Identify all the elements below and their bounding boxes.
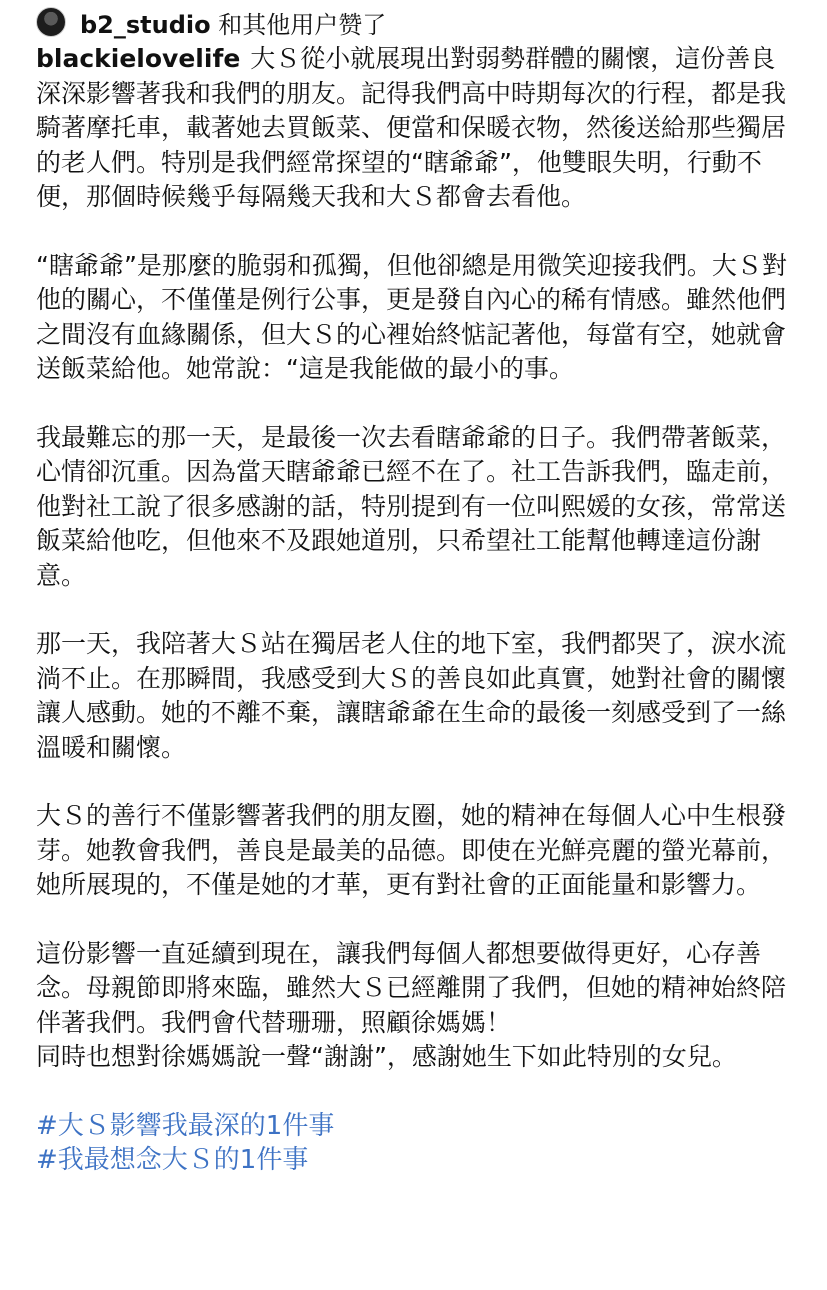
avatar[interactable] xyxy=(36,7,66,37)
likes-text xyxy=(80,5,386,40)
hashtag-link[interactable]: #大Ｓ影響我最深的1件事 xyxy=(36,1110,335,1141)
caption-text: 大Ｓ從小就展現出對弱勢群體的關懷，這份善良深深影響著我和我們的朋友。記得我們高中時期每次的行程，都是我騎著摩托車，載著她去買飯菜、便當和保暖衣物，然後送給那些獨居的老人們。特別是我們經常探望的“瞎爺爺”，他雙眼失明，行動不便，那個時候幾乎每隔幾天我和大Ｓ都會去看他。 xyxy=(36,44,787,211)
caption-paragraph: 我最難忘的那一天，是最後一次去看瞎爺爺的日子。我們帶著飯菜，心情卻沉重。因為當天瞎爺爺已經不在了。社工告訴我們，臨走前，他對社工說了很多感謝的話，特別提到有一位叫熙媛的女孩，常常送飯菜給他吃，但他來不及跟她道別，只希望社工能幫他轉達這份謝意。 xyxy=(36,422,787,590)
hashtag-link[interactable]: #我最想念大Ｓ的1件事 xyxy=(36,1144,309,1175)
post-caption xyxy=(36,42,796,1177)
caption-paragraph: 那一天，我陪著大Ｓ站在獨居老人住的地下室，我們都哭了，淚水流淌不止。在那瞬間，我感受到大Ｓ的善良如此真實，她對社會的關懷讓人感動。她的不離不棄，讓瞎爺爺在生命的最後一刻感受到了一絲溫暖和關懷。 xyxy=(36,629,787,762)
caption-paragraph xyxy=(36,42,796,215)
caption-paragraph: 大Ｓ的善行不僅影響著我們的朋友圈，她的精神在每個人心中生根發芽。她教會我們，善良是最美的品德。即使在光鮮亮麗的螢光幕前，她所展現的，不僅是她的才華，更有對社會的正面能量和影響力。 xyxy=(36,801,787,899)
paragraph-spacer xyxy=(36,1075,796,1109)
caption-paragraph: “瞎爺爺”是那麼的脆弱和孤獨，但他卻總是用微笑迎接我們。大Ｓ對他的關心，不僅僅是例行公事，更是發自內心的稀有情感。雖然他們之間沒有血緣關係，但大Ｓ的心裡始終惦記著他，每當有空，她就會送飯菜給他。她常說：“這是我能做的最小的事。 xyxy=(36,250,787,383)
likes-row xyxy=(36,4,386,40)
author-username[interactable]: blackielovelife xyxy=(36,44,241,73)
watermark-overlay xyxy=(36,1252,326,1282)
caption-paragraph: 這份影響一直延續到現在，讓我們每個人都想要做得更好，心存善念。母親節即將來臨，雖然大Ｓ已經離開了我們，但她的精神始終陪伴著我們。我們會代替珊珊，照顧徐媽媽！ xyxy=(36,938,787,1037)
caption-paragraph: 同時也想對徐媽媽說一聲“謝謝”，感謝她生下如此特別的女兒。 xyxy=(36,1042,737,1071)
likes-suffix: 和其他用户赞了 xyxy=(218,10,387,39)
liker-username[interactable]: b2_studio xyxy=(80,10,211,39)
